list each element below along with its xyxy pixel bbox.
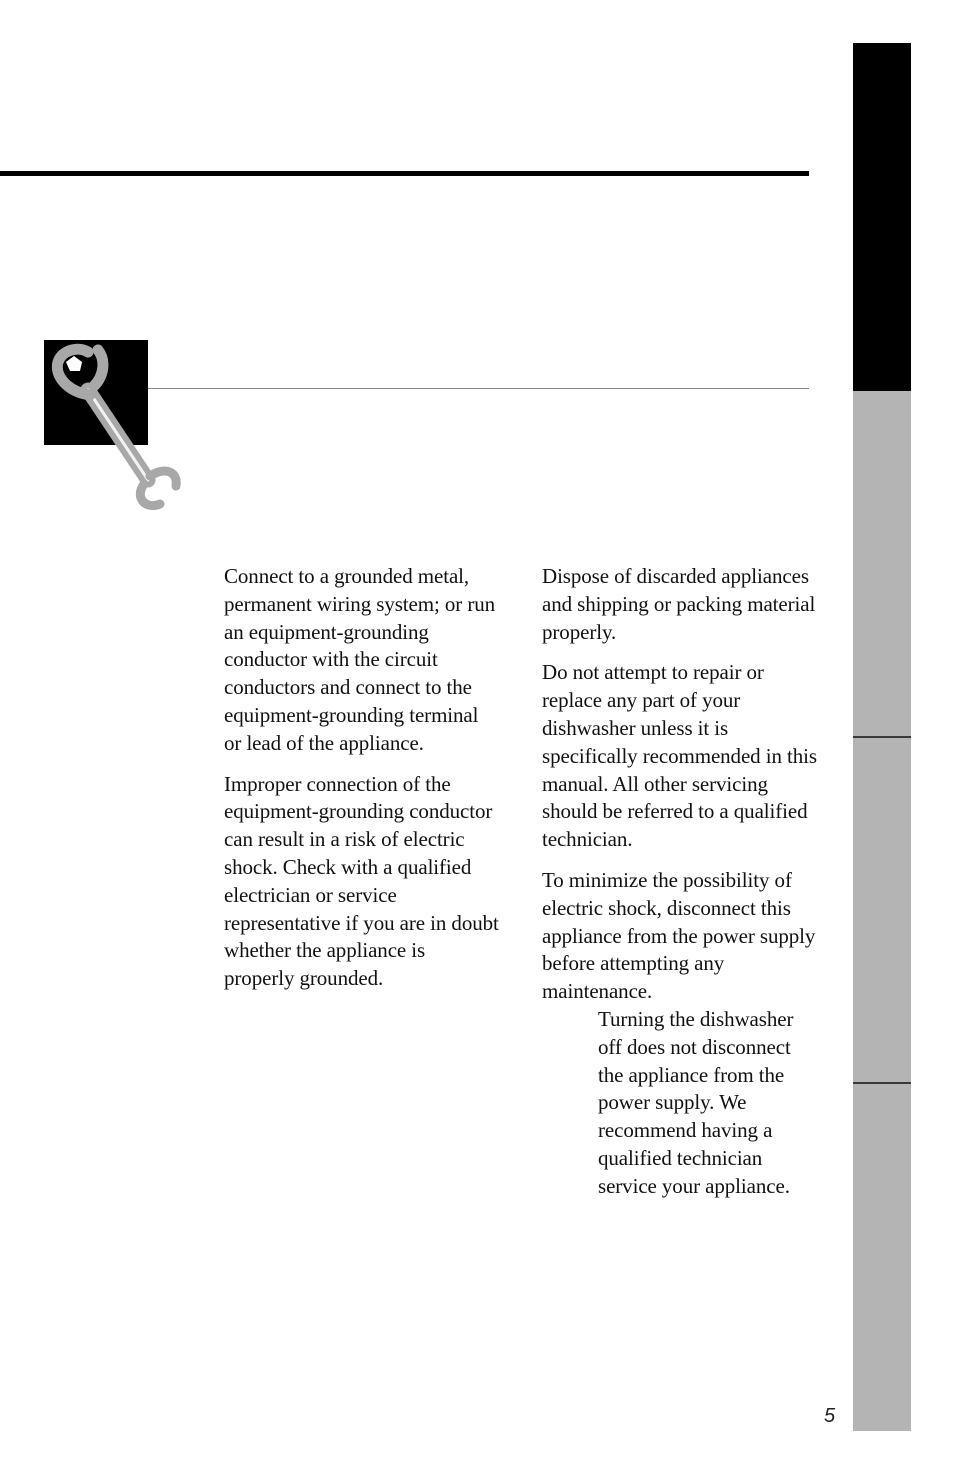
section-tab xyxy=(853,738,911,1082)
grounding-instruction: Connect to a grounded metal, permanent wiring system; or run an equipment-grounding conductor with the circuit conductors and connect to the equipment-grounding terminal or lead of the appliance. xyxy=(224,564,496,755)
header-rule xyxy=(0,171,809,176)
section-tab xyxy=(853,391,911,736)
power-off-note xyxy=(542,1006,817,1201)
repair-warning: Do not attempt to repair or replace any part of your dishwasher unless it is specifically recommended in this manual. All other servicing should be referred to a qualified technician. xyxy=(542,660,817,852)
section-tab-active xyxy=(853,43,911,391)
power-off-note-text: Turning the dishwasher off does not disconnect the appliance from the power supply. We recommend having a qualified technician service your appliance. xyxy=(598,1006,794,1198)
section-tab xyxy=(853,1084,911,1431)
page-number: 5 xyxy=(824,1405,836,1427)
section-rule xyxy=(148,388,809,389)
wrench-icon xyxy=(44,340,184,512)
shock-warning xyxy=(542,867,817,1201)
grounding-warning: Improper connection of the equipment-grounding conductor can result in a risk of electric shock. Check with a qualified electrician or service representative if you are in doubt whether the appliance is properly grounded. xyxy=(224,771,499,991)
shock-warning-text: To minimize the possibility of electric shock, disconnect this appliance from the power supply before attempting any maintenance. xyxy=(542,867,816,1004)
disposal-instruction: Dispose of discarded appliances and shipping or packing material properly. xyxy=(542,564,816,644)
right-column xyxy=(542,563,817,1214)
left-column xyxy=(224,563,499,1006)
section-tabs xyxy=(853,43,911,1431)
